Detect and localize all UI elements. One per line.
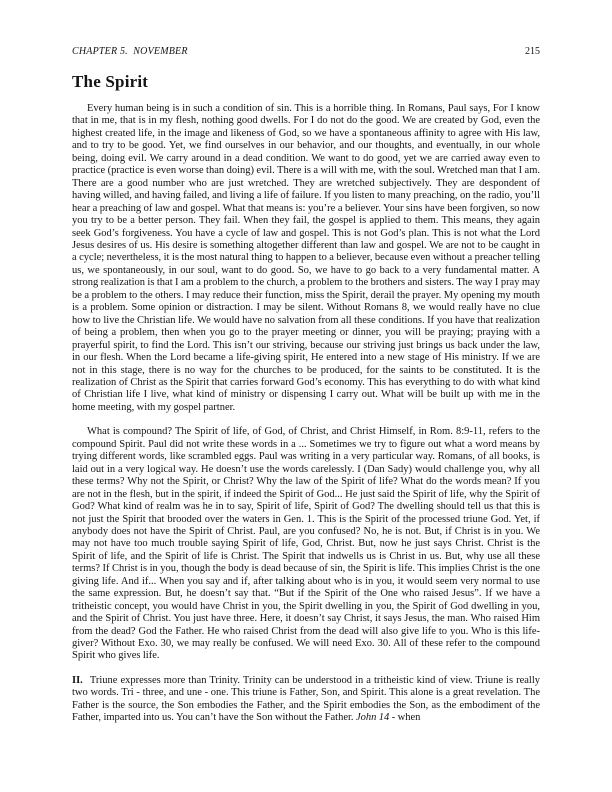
paragraph-every-human-being: Every human being is in such a condition of sin. This is a horrible thing. In Romans, Paul says, For I know that in me, that is in my flesh, nothing good dwells. For I do not do the good. We are created by God, even the highest created life, in the image and likeness of God, so we have a spontaneous affinity to agree with His law, and to try to be good. Yet, we find ourselves in our behavior, and our thoughts, and eventually, in our whole being, doing evil. We carry around in a dead condition. We want to do good, yet we are carried away even to practice (practice is even worse than doing) evil. There is a will with me, with the soul. Wretched man that I am. There are a good number who are just wretched. They are wretched subjectively. They are despondent of having willed, and having failed, and living a life of failure. If you listen to many preaching, on the radio, you’ll hear a preaching of law and gospel. What that means is: you’re a believer. Your sins have been forgiven, so now you try to be a better person. They fail. When they fail, the gospel is applied to them. This means, they again seek God’s forgiveness. You have a cycle of law and gospel. This is not God’s plan. This is not what the Lord Jesus desires of us. His desire is something altogether different than law and gospel. We are not to be caught in a cycle; nevertheless, it is the most natural thing to happen to a believer, because even without a preacher telling us, we spontaneously, in our soul, want to do good. So, we have to go back to a very fundamental matter. A strong realization is that I am a problem to the church, a problem to the brothers and sisters. The way I pray may be a problem to the others. I may reduce their function, miss the Spirit, derail the prayer. My opening my mouth is a problem. Some opinion or distraction. I may be silent. Without Romans 8, we would really have no clue how to live the Christian life. We would have no salvation from all these conditions. If you have that realization of being a problem, then when you go to the prayer meeting or dinner, you will be praying; praying with a prayerful spirit, to find the Lord. This isn’t our striving, because our striving just brings us back under the law, in our flesh. When the Lord became a life-giving spirit, He entered into a new stage of His ministry. If we are not in this stage, there is no way for the churches to be produced, for the saints to be constituted. It is the realization of Christ as the Spirit that carries forward God’s economy. This has everything to do with what kind of Christian life I live, what kind of ministry or dispensing I carry out. What will be built up with me in the home meeting, with my gospel partner. (72, 103, 540, 413)
page-number: 215 (525, 46, 540, 57)
running-head: CHAPTER 5. NOVEMBER (72, 46, 188, 57)
section-title: The Spirit (72, 72, 149, 91)
paragraph-triune-item (72, 675, 540, 725)
item-text-after: - when (389, 712, 421, 724)
page-header (72, 46, 540, 57)
item-text: Triune expresses more than Trinity. Trinity can be understood in a tritheistic kind of view. Triune is really two words. Tri - three, and une - one. This triune is Father, Son, and Spirit. This alone is a great revelation. The Father is the source, the Son embodies the Father, and the Spirit embodies the Son, as the embodiment of the Father, imparted into us. You can’t have the Son without the Father. (72, 674, 540, 724)
scripture-reference: John 14 (355, 712, 390, 724)
item-label: II. (72, 674, 83, 686)
paragraph-what-is-compound: What is compound? The Spirit of life, of God, of Christ, and Christ Himself, in Rom. 8:9-11, refers to the compound Spirit. Paul did not write these words in a ... Sometimes we try to figure out what a word means by trying different words, like scrambled eggs. Paul was writing in a very particular way. Romans, of all books, is laid out in a very logical way. He doesn’t use the words carelessly. I (Dan Sady) would challenge you, why all these terms? Why not the Spirit, or Christ? Why the law of the Spirit of life? What do the words mean? If you are not in the flesh, but in the spirit, if indeed the Spirit of God... He just said the Spirit of life, why the Spirit of God? What kind of realm was he in to say, Spirit of life, Spirit of God? The dwelling should tell us that this is not just the Spirit that brooded over the waters in Gen. 1. This is the Spirit of the processed triune God. Yet, if anybody does not have the Spirit of Christ. Paul, are you confused? No, he is not. But, if Christ is in you. We may not have too much trouble saying Spirit of life, God, Christ. But, now he just says Christ. Christ is the Spirit of life, and the Spirit of life is Christ. The Spirit that indwells us is Christ in us. But, why use all these terms? If Christ is in you, though the body is dead because of sin, the Spirit is life. This implies Christ is the one giving life. And if... When you say and if, after talking about who is in you, it would seem very normal to use the same expression. But, he doesn’t say that. “But if the Spirit of the One who raised Jesus”. If we have a tritheistic concept, you would have Christ in you, the Spirit dwelling in you, the Spirit of God dwelling in you, and the Spirit of Christ. You just have three. Here, it doesn’t say Christ, it says Jesus, the man. Who raised Him from the dead? God the Father. He who raised Christ from the dead will also give life to you. Who is this life-giver? Without Exo. 30, we may really be confused. We will need Exo. 30. All of these refer to the compound Spirit who gives life. (72, 426, 540, 662)
